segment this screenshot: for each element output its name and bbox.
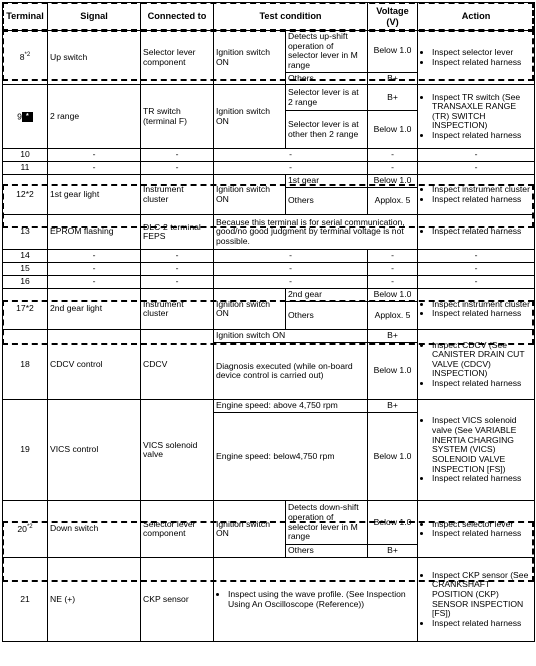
terminal-cell: 11 (3, 162, 48, 175)
condition-cell: Ignition switch ON (214, 85, 286, 149)
condition-cell: Diagnosis executed (while on-board device control is carried out) (214, 343, 368, 400)
action-item: • Inspect related harness (432, 474, 532, 484)
signal-cell: - (48, 276, 141, 289)
action-item: • Inspect related harness (432, 619, 532, 629)
connected-cell: - (141, 149, 214, 162)
signal-cell: - (48, 162, 141, 175)
voltage-cell: Applox. 5 (368, 188, 418, 215)
action-cell (418, 85, 535, 149)
sub-condition-cell: Detects down-shift operation of selector lever in M range (286, 501, 368, 545)
header-voltage: Voltage (V) (368, 3, 418, 31)
action-item: • Inspect CDCV (See CANISTER DRAIN CUT VALVE (CDCV) INSPECTION) (432, 341, 532, 380)
sub-condition-cell: Detects up-shift operation of selector lever in M range (286, 31, 368, 73)
condition-cell: • Inspect using the wave profile. (See Inspection Using An Oscilloscope (Reference)) (214, 558, 418, 642)
connected-cell: Selector lever component (141, 501, 214, 558)
signal-cell: NE (+) (48, 558, 141, 642)
terminal-cell: 21 (3, 558, 48, 642)
table-row (3, 501, 535, 545)
condition-cell: Ignition switch ON (214, 31, 286, 85)
header-row (3, 3, 535, 31)
connected-cell: CKP sensor (141, 558, 214, 642)
sub-condition-cell: Selector lever is at 2 range (286, 85, 368, 111)
action-cell (418, 175, 535, 215)
terminal-cell: 20$^{*2}$ (3, 501, 48, 558)
table-row (3, 162, 535, 175)
sub-condition-cell: Others (286, 302, 368, 330)
signal-cell: VICS control (48, 400, 141, 501)
condition-cell: Ignition switch ON (214, 330, 368, 343)
action-item: • Inspect VICS solenoid valve (See VARIABLE INERTIA CHARGING SYSTEM (VICS) SOLENOID VALVE INSPECTION [FS]) (432, 416, 532, 474)
sub-condition-cell: Others (286, 545, 368, 558)
table-row (3, 400, 535, 413)
sub-condition-cell: Selector lever is at other then 2 range (286, 111, 368, 149)
action-item: • Inspect selector lever (432, 48, 532, 58)
voltage-cell: - (368, 263, 418, 276)
action-item: • Inspect TR switch (See TRANSAXLE RANGE (TR) SWITCH INSPECTION) (432, 93, 532, 132)
table-row (3, 149, 535, 162)
voltage-cell: - (368, 276, 418, 289)
signal-cell: - (48, 263, 141, 276)
terminal-cell: 18 (3, 330, 48, 400)
condition-cell: Ignition switch ON (214, 175, 286, 215)
connected-cell: - (141, 162, 214, 175)
signal-cell: 1st gear light (48, 175, 141, 215)
signal-cell: EPROM flashing (48, 215, 141, 250)
connected-cell: - (141, 250, 214, 263)
terminal-cell: 9 * (3, 85, 48, 149)
connected-cell: - (141, 263, 214, 276)
action-cell: - (418, 162, 535, 175)
connected-cell: Instrument cluster (141, 175, 214, 215)
action-item: • Inspect related harness (432, 195, 532, 205)
voltage-cell: Below 1.0 (368, 501, 418, 545)
action-item: • Inspect related harness (432, 131, 532, 141)
signal-cell: - (48, 149, 141, 162)
voltage-cell: B+ (368, 545, 418, 558)
action-item: • Inspect instrument cluster (432, 185, 532, 195)
table-row (3, 215, 535, 250)
voltage-cell: - (368, 149, 418, 162)
connected-cell: VICS solenoid valve (141, 400, 214, 501)
voltage-cell: Applox. 5 (368, 302, 418, 330)
sub-condition-cell: 2nd gear (286, 289, 368, 302)
table-row (3, 330, 535, 343)
action-item: • Inspect selector lever (432, 520, 532, 530)
voltage-cell: Below 1.0 (368, 111, 418, 149)
action-cell (418, 330, 535, 400)
voltage-cell: B+ (368, 400, 418, 413)
table-row (3, 31, 535, 73)
table-row (3, 175, 535, 188)
terminal-cell: 8$^{*2}$ (3, 31, 48, 85)
voltage-cell: Below 1.0 (368, 175, 418, 188)
superscript-note: *2 (24, 52, 31, 59)
terminal-cell: 14 (3, 250, 48, 263)
connected-cell: Instrument cluster (141, 289, 214, 330)
action-cell (418, 400, 535, 501)
action-cell (418, 215, 535, 250)
table-row (3, 558, 535, 642)
condition-cell: - (214, 162, 368, 175)
condition-cell: - (214, 263, 368, 276)
action-item: • Inspect related harness (432, 379, 532, 389)
sub-condition-cell: 1st gear (286, 175, 368, 188)
signal-cell: 2nd gear light (48, 289, 141, 330)
header-test-condition: Test condition (214, 3, 368, 31)
action-cell (418, 558, 535, 642)
action-cell: - (418, 250, 535, 263)
sub-condition-cell: Others (286, 188, 368, 215)
action-item: • Inspect related harness (432, 309, 532, 319)
voltage-cell: Below 1.0 (368, 413, 418, 501)
sub-condition-cell: Others (286, 72, 368, 85)
signal-cell: CDCV control (48, 330, 141, 400)
terminal-cell: 15 (3, 263, 48, 276)
signal-cell: 2 range (48, 85, 141, 149)
lock-badge-icon: * (22, 112, 33, 122)
header-terminal: Terminal (3, 3, 48, 31)
connected-cell: DLC-2 terminal FEPS (141, 215, 214, 250)
action-item: • Inspect related harness (432, 529, 532, 539)
action-cell (418, 501, 535, 558)
action-cell (418, 289, 535, 330)
terminal-cell: 16 (3, 276, 48, 289)
condition-cell: Ignition switch ON (214, 289, 286, 330)
table-row (3, 85, 535, 111)
terminal-cell: 19 (3, 400, 48, 501)
terminal-cell: 13 (3, 215, 48, 250)
superscript-note: *2 (26, 523, 33, 530)
voltage-cell: Below 1.0 (368, 289, 418, 302)
table-row (3, 276, 535, 289)
terminal-cell: 17*2 (3, 289, 48, 330)
voltage-cell: Below 1.0 (368, 343, 418, 400)
action-item: • Inspect instrument cluster (432, 300, 532, 310)
condition-cell: Engine speed: above 4,750 rpm (214, 400, 368, 413)
action-item: • Inspect related harness (432, 58, 532, 68)
header-signal: Signal (48, 3, 141, 31)
connected-cell: TR switch (terminal F) (141, 85, 214, 149)
condition-cell: - (214, 149, 368, 162)
voltage-cell: - (368, 162, 418, 175)
voltage-cell: B+ (368, 85, 418, 111)
table-row (3, 250, 535, 263)
table-row (3, 289, 535, 302)
action-cell: - (418, 276, 535, 289)
signal-cell: - (48, 250, 141, 263)
connected-cell: CDCV (141, 330, 214, 400)
condition-cell: Engine speed: below4,750 rpm (214, 413, 368, 501)
table-row (3, 263, 535, 276)
terminal-cell: 12*2 (3, 175, 48, 215)
voltage-cell: Below 1.0 (368, 31, 418, 73)
signal-cell: Up switch (48, 31, 141, 85)
signal-cell: Down switch (48, 501, 141, 558)
condition-cell: Because this terminal is for serial communication, good/no good judgment by terminal voltage is not possible. (214, 215, 418, 250)
voltage-cell: - (368, 250, 418, 263)
voltage-cell: B+ (368, 330, 418, 343)
header-action: Action (418, 3, 535, 31)
terminal-table (2, 2, 535, 642)
connected-cell: Selector lever component (141, 31, 214, 85)
header-connected: Connected to (141, 3, 214, 31)
action-cell (418, 31, 535, 85)
terminal-cell: 10 (3, 149, 48, 162)
condition-cell: - (214, 250, 368, 263)
action-cell: - (418, 263, 535, 276)
condition-cell: Ignition switch ON (214, 501, 286, 558)
action-item: • Inspect related harness (432, 227, 532, 237)
voltage-cell: B+ (368, 72, 418, 85)
action-item: • Inspect CKP sensor (See CRANKSHAFT POSITION (CKP) SENSOR INSPECTION [FS]) (432, 571, 532, 619)
condition-cell: - (214, 276, 368, 289)
connected-cell: - (141, 276, 214, 289)
action-cell: - (418, 149, 535, 162)
